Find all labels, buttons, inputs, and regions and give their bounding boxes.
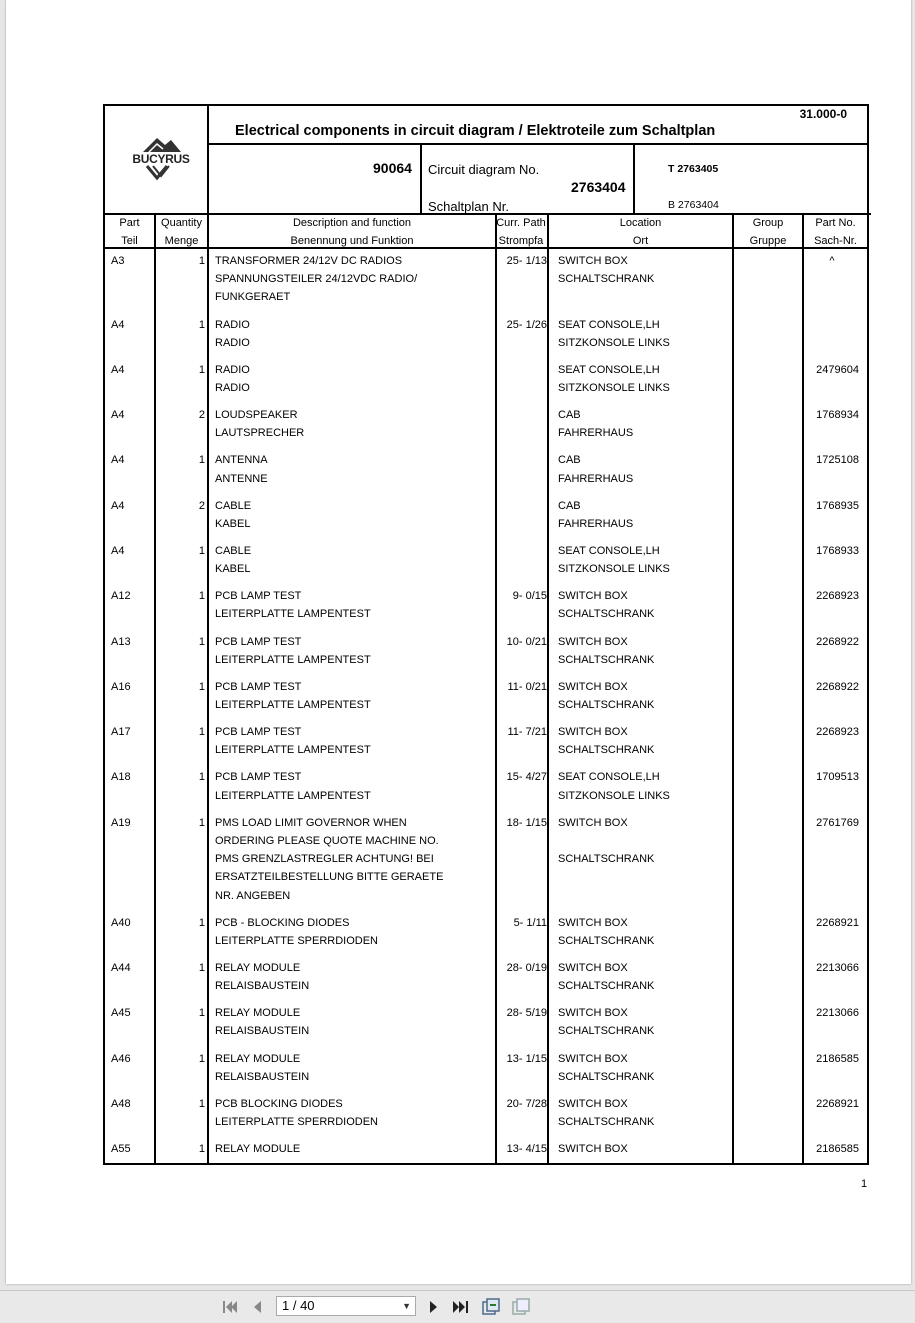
- last-page-icon[interactable]: [450, 1297, 472, 1317]
- part-id: A55: [111, 1143, 131, 1156]
- page-number: 1: [861, 1178, 868, 1190]
- quantity: 1: [198, 590, 205, 603]
- description-line: RELAY MODULE: [215, 961, 301, 974]
- description-line: NR. ANGEBEN: [215, 889, 291, 902]
- quantity: 1: [198, 961, 205, 974]
- description-line: RELAISBAUSTEIN: [215, 980, 310, 993]
- quantity: 1: [198, 318, 205, 331]
- location-line: SWITCH BOX: [558, 1052, 628, 1065]
- quantity: 1: [198, 454, 205, 467]
- location-line: SWITCH BOX: [558, 590, 628, 603]
- table-row: [105, 959, 871, 1004]
- table-row: [105, 723, 871, 768]
- table-row: [105, 1004, 871, 1049]
- current-path: 11- 7/21: [507, 726, 547, 739]
- table-row: [105, 406, 871, 451]
- quantity: 1: [198, 771, 205, 784]
- description-line: RADIO: [215, 381, 250, 394]
- location-line: SWITCH BOX: [558, 1143, 628, 1156]
- description-line: TRANSFORMER 24/12V DC RADIOS: [215, 255, 403, 267]
- table-row: [105, 252, 871, 316]
- table-row: [105, 1140, 871, 1167]
- part-number: 2186585: [816, 1143, 859, 1156]
- quantity: 1: [198, 1007, 205, 1020]
- prev-page-icon[interactable]: [248, 1297, 268, 1317]
- current-path: 11- 0/21: [507, 680, 547, 693]
- part-id: A3: [111, 255, 125, 267]
- current-path: 13- 1/15: [506, 1052, 547, 1065]
- current-path: 28- 5/19: [506, 1007, 547, 1020]
- location-line: SWITCH BOX: [558, 816, 628, 829]
- circuit-diagram-label: Circuit diagram No.: [428, 162, 540, 177]
- description-line: RELAISBAUSTEIN: [215, 1070, 310, 1083]
- table-row: [105, 633, 871, 678]
- description-line: PMS LOAD LIMIT GOVERNOR WHEN: [215, 816, 407, 829]
- location-line: SEAT CONSOLE,LH: [558, 544, 660, 557]
- description-line: LEITERPLATTE LAMPENTEST: [215, 744, 371, 757]
- quantity: 1: [198, 1097, 205, 1110]
- part-id: A18: [111, 771, 131, 784]
- quantity: 2: [198, 409, 205, 422]
- current-path: 13- 4/15: [506, 1143, 547, 1156]
- go-to-page-icon[interactable]: [480, 1297, 502, 1317]
- current-path: 20- 7/28: [506, 1097, 547, 1110]
- description-line: KABEL: [215, 563, 251, 576]
- description-line: ANTENNA: [215, 454, 268, 467]
- description-line: PCB - BLOCKING DIODES: [215, 916, 350, 929]
- part-id: A45: [111, 1007, 131, 1020]
- part-id: A12: [111, 590, 131, 603]
- location-line: SITZKONSOLE LINKS: [558, 789, 670, 802]
- quantity: 1: [198, 916, 205, 929]
- part-number: 2186585: [816, 1052, 859, 1065]
- description-line: RELAY MODULE: [215, 1007, 301, 1020]
- part-id: A46: [111, 1052, 131, 1065]
- document-number: 31.000-0: [799, 107, 847, 121]
- description-line: CABLE: [215, 499, 252, 512]
- location-line: FAHRERHAUS: [558, 472, 634, 485]
- col-header-part-no: Part No. Sach-Nr.: [814, 217, 857, 247]
- col-header-location: Location Ort: [619, 217, 662, 247]
- description-line: RELAY MODULE: [215, 1143, 301, 1156]
- current-path: 15- 4/27: [506, 771, 547, 784]
- location-line: CAB: [558, 409, 581, 422]
- location-line: SWITCH BOX: [558, 1007, 628, 1020]
- location-line: SWITCH BOX: [558, 726, 628, 739]
- location-line: SCHALTSCHRANK: [558, 1116, 655, 1129]
- table-row: [105, 542, 871, 587]
- description-line: LEITERPLATTE LAMPENTEST: [215, 608, 371, 621]
- header-block: [103, 104, 869, 249]
- quantity: 1: [198, 635, 205, 648]
- col-header-part: Part Teil: [119, 217, 140, 247]
- part-number: 2268923: [816, 726, 859, 739]
- location-line: SCHALTSCHRANK: [558, 1070, 655, 1083]
- table-row: [105, 678, 871, 723]
- description-line: LOUDSPEAKER: [215, 409, 298, 422]
- part-number: 2268921: [816, 1097, 859, 1110]
- table-row: [105, 1050, 871, 1095]
- description-line: RADIO: [215, 336, 250, 349]
- current-path: 28- 0/19: [506, 961, 547, 974]
- description-line: LEITERPLATTE LAMPENTEST: [215, 789, 371, 802]
- location-line: SCHALTSCHRANK: [558, 608, 655, 621]
- quantity: 1: [198, 544, 205, 557]
- col-header-quantity: Quantity Menge: [161, 217, 202, 247]
- col-header-description: Description and function Benennung und Funktion: [290, 217, 414, 247]
- part-id: A4: [111, 544, 125, 557]
- location-line: SITZKONSOLE LINKS: [558, 336, 670, 349]
- part-number: 2213066: [816, 961, 859, 974]
- page-title: Electrical components in circuit diagram / Elektroteile zum Schaltplan: [235, 123, 716, 139]
- location-line: SCHALTSCHRANK: [558, 934, 655, 947]
- current-path: 9- 0/15: [512, 590, 547, 603]
- part-id: A16: [111, 680, 131, 693]
- location-line: SWITCH BOX: [558, 961, 628, 974]
- chevron-down-icon: ▼: [402, 1301, 411, 1311]
- description-line: RELAY MODULE: [215, 1052, 301, 1065]
- location-line: SWITCH BOX: [558, 255, 628, 267]
- description-line: CABLE: [215, 544, 252, 557]
- page-selector[interactable]: [276, 1296, 416, 1316]
- quantity: 2: [198, 499, 205, 512]
- quantity: 1: [198, 1143, 205, 1156]
- part-number: 2479604: [816, 363, 859, 376]
- description-line: PCB LAMP TEST: [215, 590, 302, 603]
- description-line: PCB LAMP TEST: [215, 771, 302, 784]
- location-line: SEAT CONSOLE,LH: [558, 318, 660, 331]
- location-line: SCHALTSCHRANK: [558, 744, 655, 757]
- bucyrus-logo: [117, 136, 197, 188]
- location-line: SITZKONSOLE LINKS: [558, 381, 670, 394]
- brand-name: BUCYRUS: [132, 152, 190, 166]
- b-number: B 2763404: [668, 199, 719, 211]
- table-row: [105, 361, 871, 406]
- part-id: A4: [111, 499, 125, 512]
- description-line: ANTENNE: [215, 472, 268, 485]
- description-line: RELAISBAUSTEIN: [215, 1025, 310, 1038]
- quantity: 1: [198, 1052, 205, 1065]
- description-line: RADIO: [215, 363, 250, 376]
- pdf-page: [6, 0, 911, 1284]
- quantity: 1: [198, 680, 205, 693]
- description-line: LAUTSPRECHER: [215, 427, 305, 440]
- location-line: CAB: [558, 499, 581, 512]
- machine-number: 90064: [373, 160, 412, 176]
- table-rows: [105, 252, 871, 1167]
- current-path: 10- 0/21: [506, 635, 547, 648]
- current-path: 25- 1/13: [506, 255, 547, 267]
- viewer-toolbar: [0, 1290, 915, 1323]
- description-line: ORDERING PLEASE QUOTE MACHINE NO.: [215, 834, 439, 847]
- description-line: PCB BLOCKING DIODES: [215, 1097, 343, 1110]
- next-page-icon[interactable]: [423, 1297, 443, 1317]
- description-line: PCB LAMP TEST: [215, 635, 302, 648]
- part-id: A4: [111, 409, 125, 422]
- part-id: A4: [111, 318, 125, 331]
- page-selector-value: 1 / 40: [282, 1298, 315, 1313]
- parts-table: [103, 247, 869, 1165]
- part-id: A44: [111, 961, 131, 974]
- description-line: RADIO: [215, 318, 250, 331]
- col-header-curr-path: Curr. Path Strompfa: [496, 217, 546, 247]
- table-row: [105, 1095, 871, 1140]
- quantity: 1: [198, 816, 205, 829]
- part-number: 2213066: [816, 1007, 859, 1020]
- location-line: SEAT CONSOLE,LH: [558, 363, 660, 376]
- part-number: ^: [829, 255, 835, 267]
- location-line: SCHALTSCHRANK: [558, 853, 655, 866]
- description-line: LEITERPLATTE SPERRDIODEN: [215, 1116, 378, 1129]
- part-id: A19: [111, 816, 131, 829]
- current-path: 25- 1/26: [506, 318, 547, 331]
- part-id: A40: [111, 916, 131, 929]
- table-row: [105, 814, 871, 914]
- location-line: FAHRERHAUS: [558, 427, 634, 440]
- location-line: SEAT CONSOLE,LH: [558, 771, 660, 784]
- part-number: 1725108: [816, 454, 859, 467]
- location-line: SWITCH BOX: [558, 635, 628, 648]
- description-line: PCB LAMP TEST: [215, 726, 302, 739]
- first-page-icon[interactable]: [220, 1297, 240, 1317]
- quantity: 1: [198, 726, 205, 739]
- location-line: SCHALTSCHRANK: [558, 273, 655, 286]
- description-line: SPANNUNGSTEILER 24/12VDC RADIO/: [215, 273, 418, 286]
- part-number: 1768933: [816, 544, 859, 557]
- location-line: SCHALTSCHRANK: [558, 699, 655, 712]
- t-number: T 2763405: [668, 163, 719, 175]
- location-line: SCHALTSCHRANK: [558, 1025, 655, 1038]
- part-number: 1709513: [816, 771, 859, 784]
- description-line: KABEL: [215, 517, 251, 530]
- current-path: 18- 1/15: [506, 816, 547, 829]
- location-line: SCHALTSCHRANK: [558, 653, 655, 666]
- table-row: [105, 316, 871, 361]
- part-number: 1768935: [816, 499, 859, 512]
- circuit-diagram-number: 2763404: [571, 179, 626, 195]
- location-line: SITZKONSOLE LINKS: [558, 563, 670, 576]
- part-id: A4: [111, 363, 125, 376]
- quantity: 1: [198, 363, 205, 376]
- schaltplan-label: Schaltplan Nr.: [428, 199, 509, 214]
- table-row: [105, 497, 871, 542]
- description-line: LEITERPLATTE SPERRDIODEN: [215, 934, 378, 947]
- location-line: SWITCH BOX: [558, 916, 628, 929]
- quantity: 1: [198, 255, 205, 267]
- current-path: 5- 1/11: [513, 916, 547, 929]
- table-row: [105, 914, 871, 959]
- location-line: SWITCH BOX: [558, 1097, 628, 1110]
- part-id: A17: [111, 726, 131, 739]
- part-id: A4: [111, 454, 125, 467]
- location-line: SWITCH BOX: [558, 680, 628, 693]
- table-row: [105, 587, 871, 632]
- table-row: [105, 451, 871, 496]
- location-line: SCHALTSCHRANK: [558, 980, 655, 993]
- part-number: 2761769: [816, 816, 859, 829]
- description-line: LEITERPLATTE LAMPENTEST: [215, 699, 371, 712]
- return-icon[interactable]: [510, 1297, 532, 1317]
- part-id: A13: [111, 635, 131, 648]
- part-number: 2268921: [816, 916, 859, 929]
- description-line: FUNKGERAET: [215, 291, 291, 304]
- location-line: CAB: [558, 454, 581, 467]
- col-header-group: Group Gruppe: [749, 217, 787, 247]
- description-line: ERSATZTEILBESTELLUNG BITTE GERAETE: [215, 871, 444, 884]
- description-line: LEITERPLATTE LAMPENTEST: [215, 653, 371, 666]
- part-number: 2268923: [816, 590, 859, 603]
- part-number: 2268922: [816, 635, 859, 648]
- description-line: PCB LAMP TEST: [215, 680, 302, 693]
- description-line: PMS GRENZLASTREGLER ACHTUNG! BEI: [215, 853, 434, 866]
- part-number: 1768934: [816, 409, 859, 422]
- location-line: FAHRERHAUS: [558, 517, 634, 530]
- part-number: 2268922: [816, 680, 859, 693]
- table-row: [105, 768, 871, 813]
- part-id: A48: [111, 1097, 131, 1110]
